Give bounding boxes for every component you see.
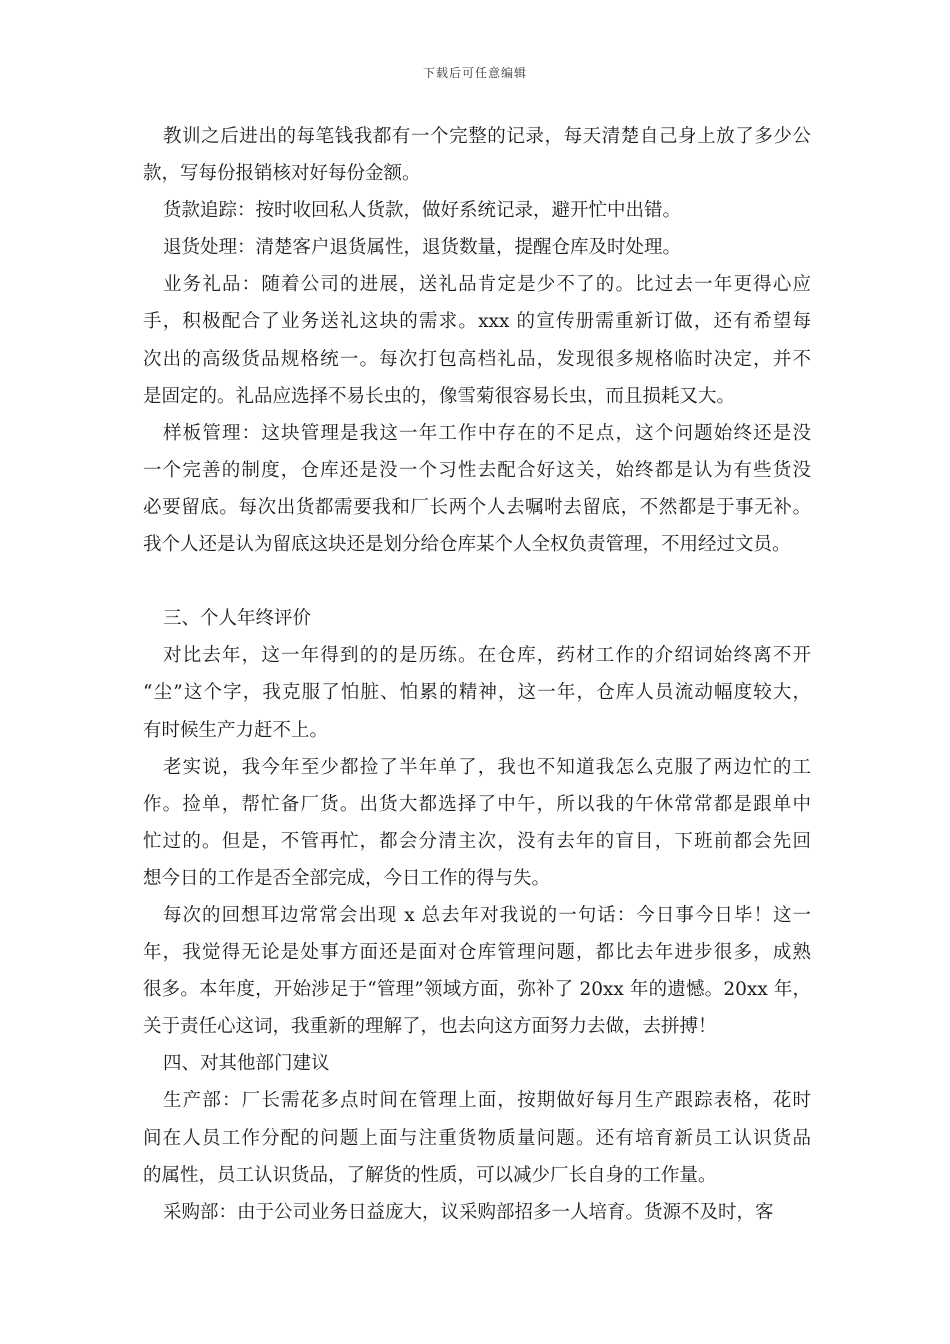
blank-line	[143, 563, 811, 600]
text-line: 货款追踪：按时收回私人货款，做好系统记录，避开忙中出错。	[163, 200, 682, 222]
paragraph	[143, 229, 811, 266]
paragraph	[143, 266, 811, 414]
text-line: “尘”这个字，我克服了怕脏、怕累的精神，这一年，仓库人员流动幅度较大，	[143, 682, 811, 704]
text-line: 一个完善的制度，仓库还是没一个习性去配合好这关，始终都是认为有些货没	[143, 459, 811, 481]
text-line: 老实说，我今年至少都捡了半年单了，我也不知道我怎么克服了两边忙的工	[163, 756, 811, 778]
text-line: 我个人还是认为留底这块还是划分给仓库某个人全权负责管理，不用经过文员。	[143, 534, 791, 556]
text-line: 年，我觉得无论是处事方面还是面对仓库管理问题，都比去年进步很多，成熟	[143, 942, 811, 964]
text-line: 手，积极配合了业务送礼这块的需求。xxx 的宣传册需重新订做，还有希望每	[143, 311, 811, 333]
paragraph	[143, 118, 811, 192]
text-line: 很多。本年度，开始涉足于“管理”领域方面，弥补了 20xx 年的遗憾。20xx 年，	[143, 979, 811, 1001]
section-heading	[143, 1045, 811, 1082]
text-line: 忙过的。但是，不管再忙，都会分清主次，没有去年的盲目，下班前都会先回	[143, 830, 811, 852]
text-line: 款，写每份报销核对好每份金额。	[143, 163, 421, 185]
paragraph	[143, 637, 811, 748]
text-line: 必要留底。每次出货都需要我和厂长两个人去嘱咐去留底，不然都是于事无补。	[143, 496, 811, 518]
text-line: 三、个人年终评价	[163, 608, 312, 630]
text-line: 教训之后进出的每笔钱我都有一个完整的记录，每天清楚自己身上放了多少公	[163, 126, 811, 147]
text-line: 对比去年，这一年得到的的是历练。在仓库，药材工作的介绍词始终离不开	[163, 645, 811, 667]
text-line: 每次的回想耳边常常会出现 x 总去年对我说的一句话：今日事今日毕！这一	[163, 904, 811, 926]
text-line: 业务礼品：随着公司的进展，送礼品肯定是少不了的。比过去一年更得心应	[163, 274, 811, 296]
text-line: 样板管理：这块管理是我这一年工作中存在的不足点，这个问题始终还是没	[163, 422, 811, 444]
text-line: 生产部：厂长需花多点时间在管理上面，按期做好每月生产跟踪表格，花时	[163, 1090, 811, 1112]
text-line: 四、对其他部门建议	[163, 1053, 330, 1075]
text-line: 有时候生产力赶不上。	[143, 719, 329, 741]
text-line: 是固定的。礼品应选择不易长虫的，像雪菊很容易长虫，而且损耗又大。	[143, 385, 736, 407]
document-body	[143, 118, 811, 1231]
page-header: 下载后可任意编辑	[422, 66, 527, 80]
text-line: 想今日的工作是否全部完成，今日工作的得与失。	[143, 867, 551, 889]
paragraph	[143, 192, 811, 229]
text-line: 关于责任心这词，我重新的理解了，也去向这方面努力去做，去拼搏！	[143, 1016, 717, 1038]
paragraph	[143, 749, 811, 897]
paragraph	[143, 897, 811, 1045]
paragraph	[143, 1082, 811, 1193]
paragraph	[143, 1194, 811, 1231]
text-line: 间在人员工作分配的问题上面与注重货物质量问题。还有培育新员工认识货品	[143, 1127, 811, 1149]
text-line: 的属性，员工认识货品，了解货的性质，可以减少厂长自身的工作量。	[143, 1164, 717, 1186]
text-line: 次出的高级货品规格统一。每次打包高档礼品，发现很多规格临时决定，并不	[143, 348, 811, 370]
paragraph	[143, 415, 811, 563]
text-line: 采购部：由于公司业务日益庞大，议采购部招多一人培育。货源不及时，客	[163, 1201, 774, 1223]
text-line: 作。捡单，帮忙备厂货。出货大都选择了中午，所以我的午休常常都是跟单中	[143, 793, 811, 815]
section-heading	[143, 600, 811, 637]
text-line: 退货处理：清楚客户退货属性，退货数量，提醒仓库及时处理。	[163, 237, 682, 259]
